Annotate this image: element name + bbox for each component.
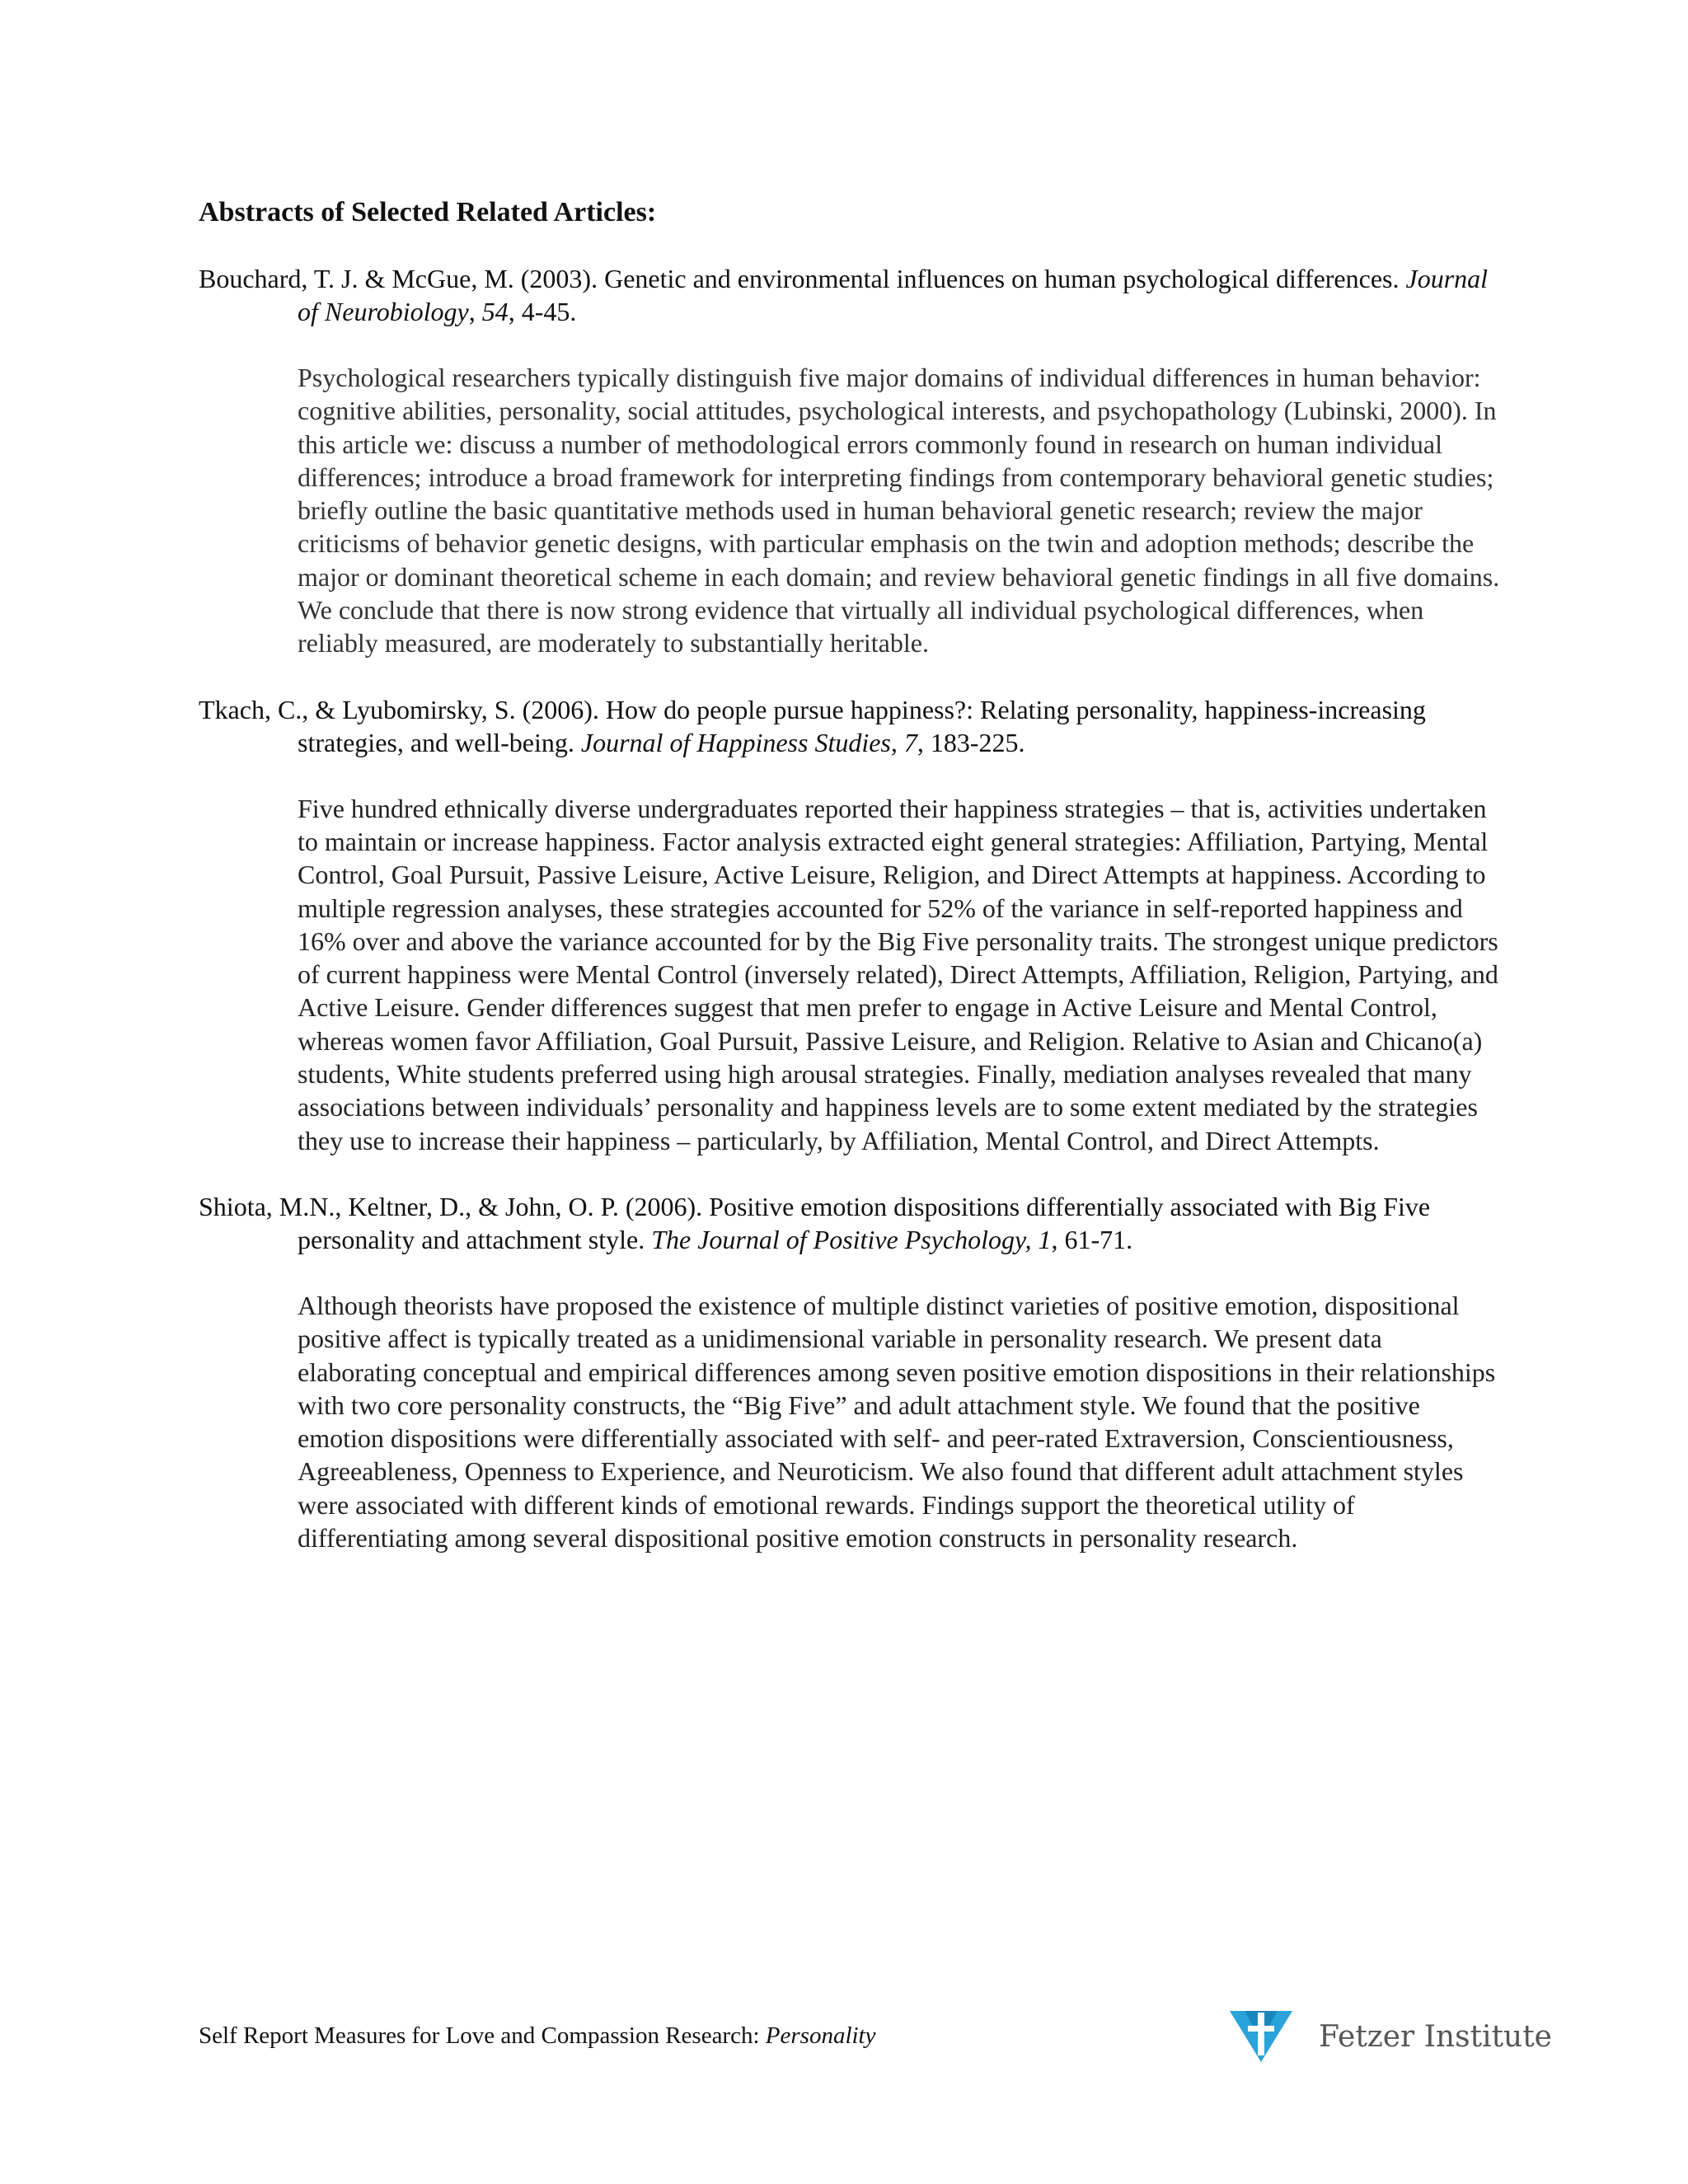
citation-authors-title: Bouchard, T. J. & McGue, M. (2003). Genetic and environmental influences on human psychological differences.	[199, 264, 1406, 293]
section-heading: Abstracts of Selected Related Articles:	[199, 197, 657, 227]
citation-pages: , 183-225.	[917, 727, 1025, 757]
fetzer-logo	[1228, 2008, 1552, 2065]
citation-volume: 1	[1038, 1224, 1052, 1254]
article-entry	[199, 1190, 1501, 1554]
article-entry	[199, 693, 1501, 1157]
article-abstract: Five hundred ethnically diverse undergraduates reported their happiness strategies – that is, activities undertaken to maintain or increase happiness. Factor analysis extracted eight general strategies: Affiliation, Partying, Mental Control, Goal Pursuit, Passive Leisure, Active Leisure, Religion, and Direct Attempts at happiness. According to multiple regression analyses, these strategies accounted for 52% of the variance in self-reported happiness and 16% over and above the variance accounted for by the Big Five personality traits. The strongest unique predictors of current happiness were Mental Control (inversely related), Direct Attempts, Affiliation, Religion, Partying, and Active Leisure. Gender differences suggest that men prefer to engage in Active Leisure and Mental Control, whereas women favor Affiliation, Goal Pursuit, Passive Leisure, and Religion. Relative to Asian and Chicano(a) students, White students preferred using high arousal strategies. Finally, mediation analyses revealed that many associations between individuals’ personality and happiness levels are to some extent mediated by the strategies they use to increase their happiness – particularly, by Affiliation, Mental Control, and Direct Attempts.	[298, 793, 1498, 1155]
citation-journal: Journal of Happiness Studies,	[580, 727, 898, 757]
citation-journal: Journal of Neurobiology	[298, 264, 1489, 326]
article-citation	[199, 1190, 1501, 1256]
article-citation	[199, 693, 1501, 759]
citation-pages: , 61-71.	[1051, 1224, 1133, 1254]
footer-text: Self Report Measures for Love and Compassion Research:	[199, 2022, 766, 2049]
article-abstract: Psychological researchers typically distinguish five major domains of individual differences in human behavior: cognitive abilities, personality, social attitudes, psychological interests, and psychopathology (Lubinski, 2000). In this article we: discuss a number of methodological errors commonly found in research on human individual differences; introduce a broad framework for interpreting findings from contemporary behavioral genetic studies; briefly outline the basic quantitative methods used in human behavioral genetic research; review the major criticisms of behavior genetic designs, with particular emphasis on the twin and adoption methods; describe the major or dominant theoretical scheme in each domain; and review behavioral genetic findings in all five domains. We conclude that there is now strong evidence that virtually all individual psychological differences, when reliably measured, are moderately to substantially heritable.	[298, 363, 1500, 658]
citation-authors-title: Tkach, C., & Lyubomirsky, S. (2006). How do people pursue happiness?: Relating personality, happiness-increasing strategies, and well-being.	[199, 694, 1426, 757]
citation-separator	[898, 728, 904, 757]
fetzer-logo-icon	[1228, 2008, 1294, 2065]
logo-text: Fetzer Institute	[1319, 2019, 1552, 2054]
citation-separator: ,	[468, 297, 482, 326]
citation-journal: The Journal of Positive Psychology,	[651, 1224, 1032, 1254]
citation-volume: 7	[903, 727, 917, 757]
citation-volume: 54	[481, 297, 509, 326]
citation-pages: , 4-45.	[508, 297, 577, 326]
article-abstract: Although theorists have proposed the existence of multiple distinct varieties of positive emotion, dispositional positive affect is typically treated as a unidimensional variable in personality research. We present data elaborating conceptual and empirical differences among seven positive emotion dispositions in their relationships with two core personality constructs, the “Big Five” and adult attachment style. We found that the positive emotion dispositions were differentially associated with self- and peer-rated Extraversion, Conscientiousness, Agreeableness, Openness to Experience, and Neuroticism. We also found that different adult attachment styles were associated with different kinds of emotional rewards. Findings support the theoretical utility of differentiating among several dispositional positive emotion constructs in personality research.	[298, 1290, 1496, 1554]
article-entry	[199, 262, 1501, 660]
page-footer	[199, 2021, 875, 2050]
citation-authors-title: Shiota, M.N., Keltner, D., & John, O. P. (2006). Positive emotion dispositions differentially associated with Big Five personality and attachment style.	[199, 1191, 1431, 1254]
footer-italic: Personality	[765, 2022, 876, 2049]
document-body	[199, 196, 1501, 1587]
article-citation	[199, 262, 1501, 328]
